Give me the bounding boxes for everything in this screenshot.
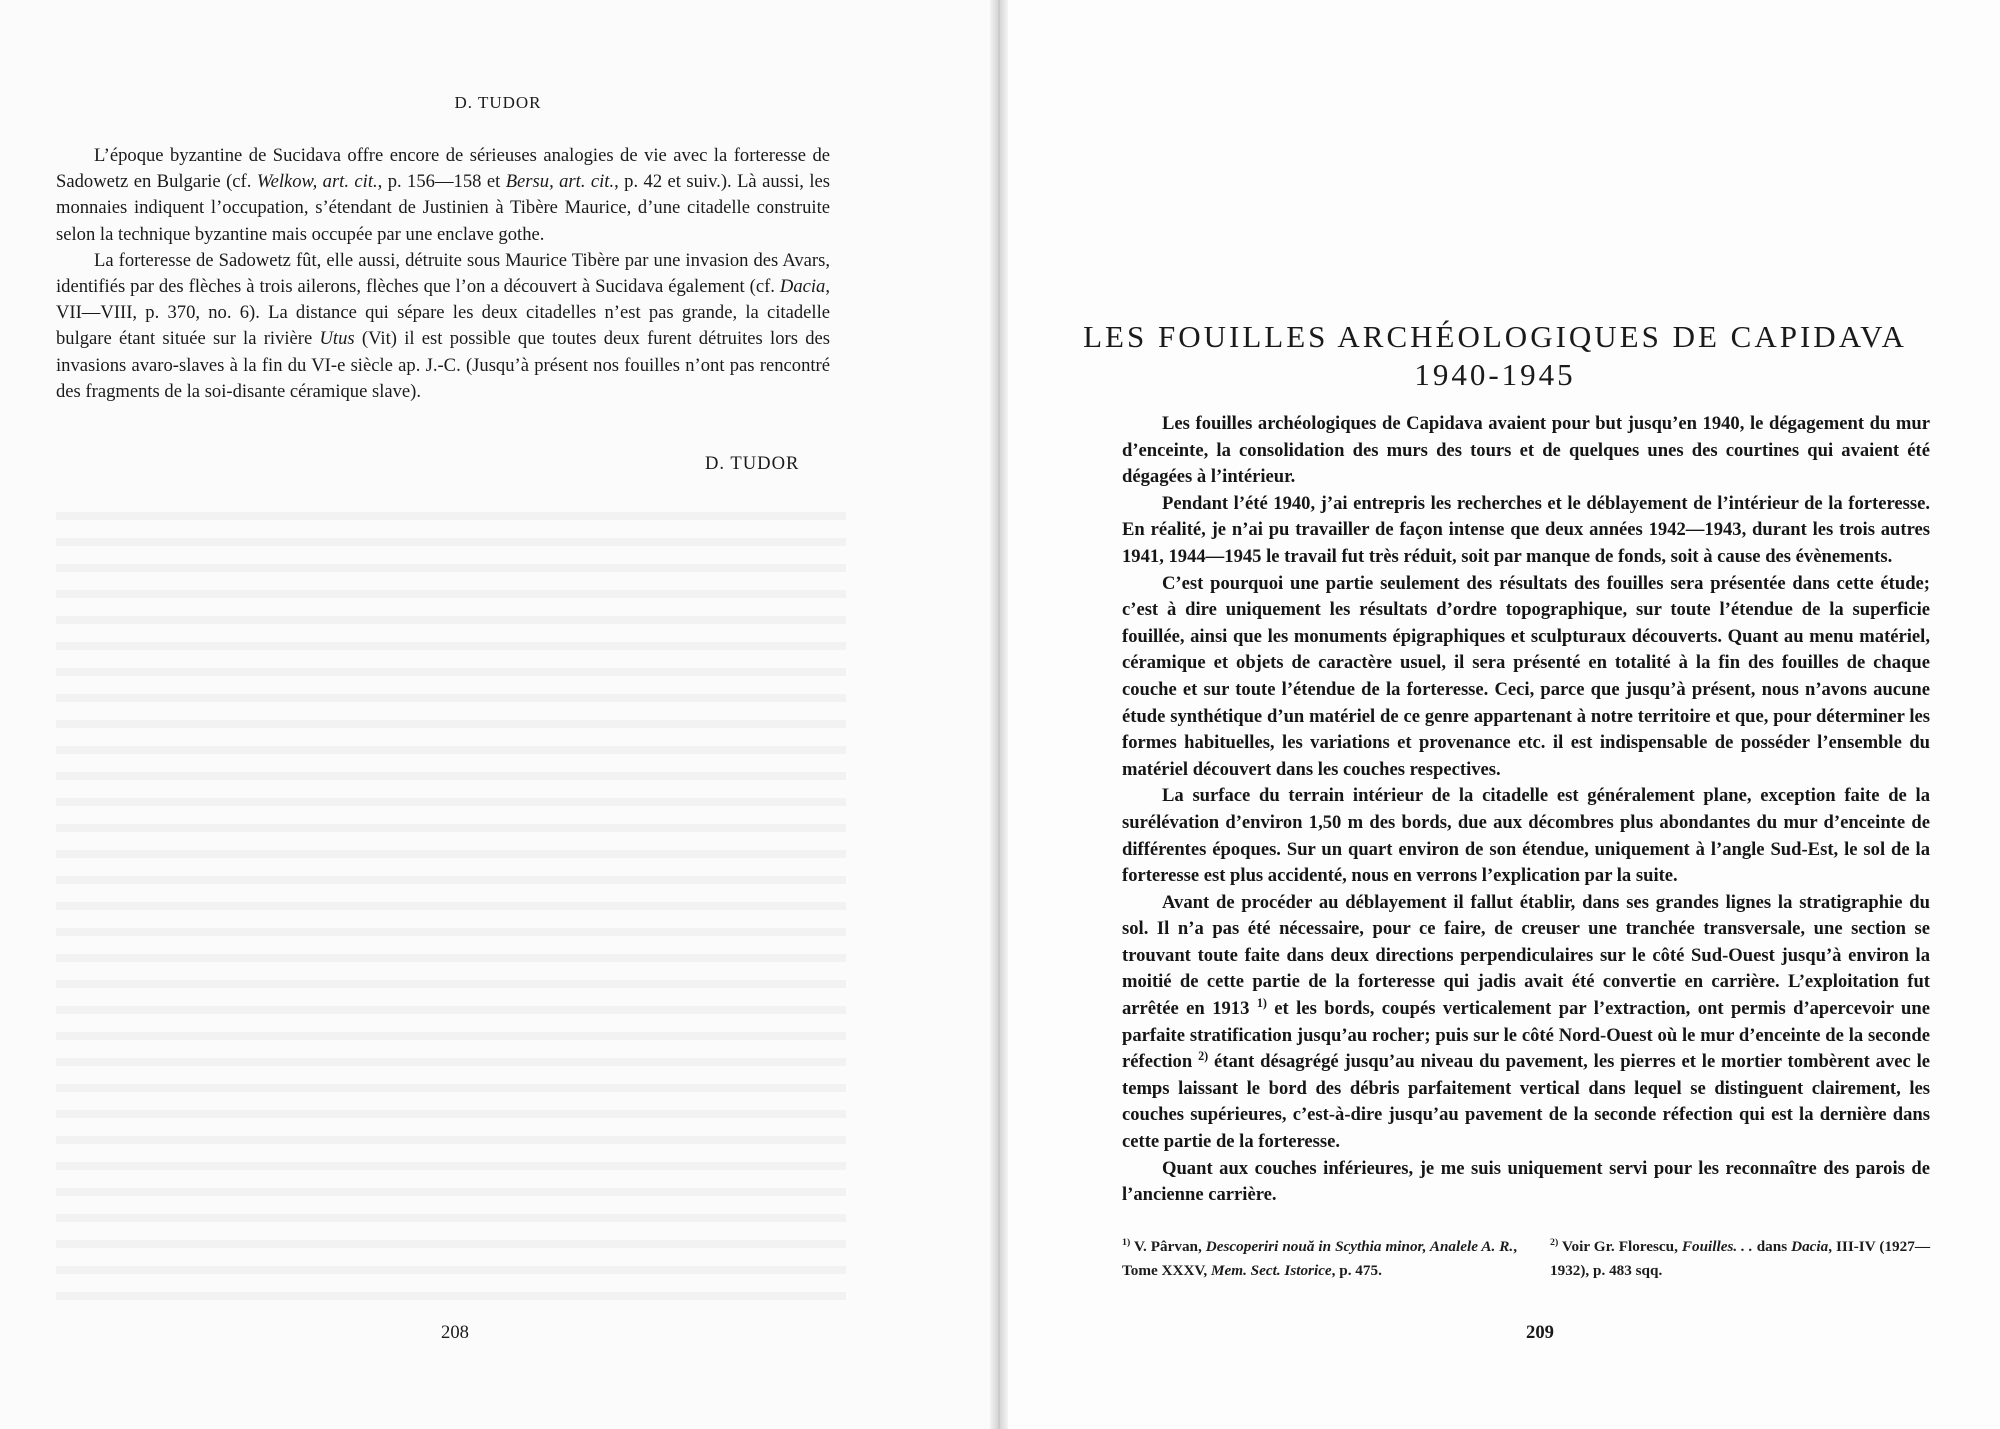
paragraph: Quant aux couches inférieures, je me suis uniquement servi pour les reconnaître des parois de l’ancienne carrière.	[1122, 1157, 1930, 1206]
left-page	[0, 0, 996, 1429]
page-number: 208	[441, 1322, 469, 1343]
river-name: Utus	[319, 328, 355, 350]
paragraph: C’est pourquoi une partie seulement des résultats des fouilles sera présentée dans cette étude; c’est à dire uniquement les résultats d’ordre topographique, sur toute l’étendue de la superficie fouillée, ainsi que les monuments épigraphiques et sculpturaux découverts. Quant au menu matériel, céramique et objets de caractère usuel, il sera présenté en totalité à la fin des fouilles de chaque couche et sur toute l’étendue de la forteresse. Ceci, parce que jusqu’à présent, nous n’avons aucune étude synthétique d’un matériel de ce genre appartenant à notre territoire et que, pour déterminer les formes habituelles, les variations et provenance etc. il est indispensable de posséder l’ensemble du matériel découvert dans les couches respectives.	[1122, 572, 1930, 780]
footnote-1: $^{1)}$ V. Pârvan, Descoperiri nouă in Scythia minor, Analele A. R., Tome XXXV, Mem. Sect. Istorice, p. 475.	[1122, 1236, 1518, 1279]
right-body-text	[1122, 411, 1930, 1209]
paragraph: La surface du terrain intérieur de la citadelle est généralement plane, exception faite de la surélévation d’environ 1,50 m des bords, due aux décombres plus abondantes du mur d’enceinte de différentes époques. Sur un quart environ de son étendue, uniquement à l’angle Sud-Est, le sol de la forteresse est plus accidenté, nous en verrons l’explication par la suite.	[1122, 785, 1930, 887]
footnote-mark: 2)	[1550, 1236, 1559, 1248]
footnote-mark: 1)	[1122, 1236, 1131, 1248]
citation-journal: Dacia	[779, 276, 826, 298]
paragraph: La forteresse de Sadowetz fût, elle aussi, détruite sous Maurice Tibère par une invasion des Avars, identifiés par des flèches à trois ailerons, flèches que l’on a découvert à Sucidava également (cf. Dacia, VII—VIII, p. 370, no. 6). La distance qui sépare les deux citadelles n’est pas grande, la citadelle bulgare étant située sur la rivière Utus (Vit) il est possible que toutes deux furent détruites lors des invasions avaro-slaves à la fin du VI-e siècle ap. J.-C. (Jusqu’à présent nos fouilles n’ont pas rencontré des fragments de la soi-disante céramique slave).	[56, 249, 830, 402]
paragraph: L’époque byzantine de Sucidava offre encore de sérieuses analogies de vie avec la forteresse de Sadowetz en Bulgarie (cf. Welkow, art. cit., p. 156—158 et Bersu, art. cit., p. 42 et suiv.). Là aussi, les monnaies indiquent l’occupation, s’étendant de Justinien à Tibère Maurice, d’une citadelle construite selon la technique byzantine mais occupée par une enclave gothe.	[56, 145, 831, 245]
show-through-texture	[56, 500, 846, 1300]
article-title	[1010, 318, 1980, 394]
running-head: D. TUDOR	[454, 93, 542, 112]
title-line: LES FOUILLES ARCHÉOLOGIQUES DE CAPIDAVA	[1083, 319, 1907, 354]
citation-title: Descoperiri nouă in Scythia minor, Analele A. R.	[1205, 1238, 1514, 1255]
footnote-ref: 2)	[1198, 1049, 1209, 1064]
citation-author: Welkow, art. cit.	[256, 171, 378, 193]
book-gutter	[990, 0, 1008, 1429]
citation-title: Fouilles. . .	[1681, 1238, 1753, 1255]
footnotes	[1122, 1235, 1930, 1282]
citation-series: Mem. Sect. Istorice	[1211, 1261, 1332, 1279]
left-body-text	[56, 143, 830, 405]
paragraph: Pendant l’été 1940, j’ai entrepris les recherches et le déblayement de l’intérieur de la forteresse. En réalité, je n’ai pu travailler de façon intense que deux années 1942—1943, durant les trois autres 1941, 1944—1945 le travail fut très réduit, soit par manque de fonds, soit à cause des évènements.	[1122, 492, 1930, 567]
page-number: 209	[1526, 1322, 1554, 1343]
paragraph: Avant de procéder au déblayement il fallut établir, dans ses grandes lignes la stratigraphie du sol. Il n’a pas été nécessaire, pour ce faire, de creuser une tranchée transversale, une section se trouvant toute faite dans deux directions perpendiculaires sur le côté Sud-Ouest jusqu’à environ la moitié de cette partie de la forteresse qui jadis avait été convertie en carrière. L’exploitation fut arrêtée en 1913 $^{1)}$ et les bords, coupés verticalement par l’extraction, ont permis d’apercevoir une parfaite stratification jusqu’au rocher; puis sur le côté Nord-Ouest où le mur d’enceinte de la seconde réfection $^{2)}$ étant désagrégé jusqu’au niveau du pavement, les pierres et le mortier tombèrent avec le temps laissant le bord des débris parfaitement vertical dans lequel se distinguent clairement, les couches supérieures, c’est-à-dire jusqu’au pavement de la seconde réfection qui est la dernière dans cette partie de la forteresse.	[1122, 891, 1930, 1153]
author-signature: D. TUDOR	[705, 453, 800, 474]
citation-journal: Dacia	[1791, 1238, 1829, 1255]
citation-author: Bersu, art. cit.	[505, 171, 615, 193]
paragraph: Les fouilles archéologiques de Capidava avaient pour but jusqu’en 1940, le dégagement du mur d’enceinte, la consolidation des murs des tours et de quelques unes des courtines qui avaient été dégagées à l’intérieur.	[1122, 413, 1930, 488]
title-years: 1940-1945	[1414, 357, 1576, 392]
footnote-ref: 1)	[1256, 995, 1267, 1010]
footnote-2: $^{2)}$ Voir Gr. Florescu, Fouilles. . . dans Dacia, III-IV (1927—1932), p. 483 sqq.	[1550, 1236, 1931, 1279]
